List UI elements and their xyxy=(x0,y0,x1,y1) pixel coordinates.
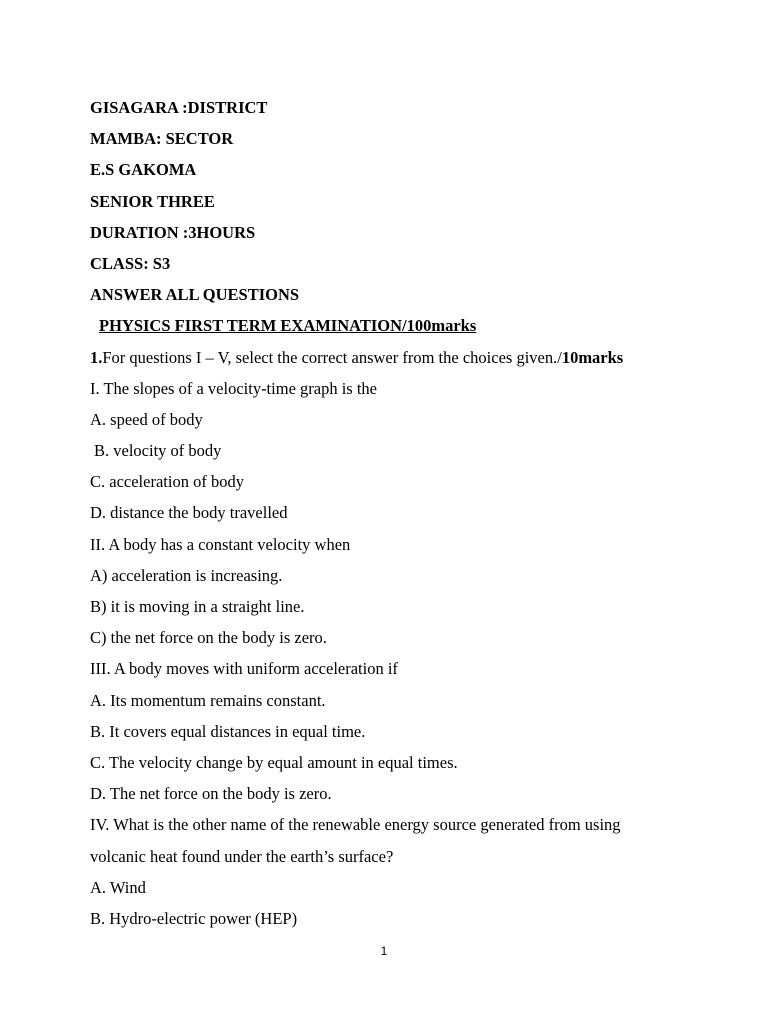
section1-instruction xyxy=(90,342,690,373)
district-line: GISAGARA :DISTRICT xyxy=(90,98,268,117)
section1-marks: 10marks xyxy=(561,347,624,367)
section1-text: For questions I – V, select the correct answer from the choices given./ xyxy=(102,347,562,367)
question-2-option-c: C) the net force on the body is zero. xyxy=(90,628,327,648)
question-2-option-a: A) acceleration is increasing. xyxy=(90,565,283,585)
question-3-option-b: B. It covers equal distances in equal time. xyxy=(90,721,366,741)
question-4-stem-line2: volcanic heat found under the earth’s surface? xyxy=(90,846,394,866)
question-1-option-a: A. speed of body xyxy=(90,409,203,429)
page-content xyxy=(90,92,690,934)
question-3-stem: III. A body moves with uniform acceleration if xyxy=(90,659,398,679)
question-1-option-c: C. acceleration of body xyxy=(90,472,244,492)
question-1-option-b: B. velocity of body xyxy=(94,441,222,461)
question-4-stem-line1: IV. What is the other name of the renewable energy source generated from using xyxy=(90,815,621,835)
question-1-option-d: D. distance the body travelled xyxy=(90,503,288,523)
question-3-option-c: C. The velocity change by equal amount in equal times. xyxy=(90,752,458,772)
duration-line: DURATION :3HOURS xyxy=(90,222,256,242)
level-line: SENIOR THREE xyxy=(90,191,215,211)
question-4-option-a: A. Wind xyxy=(90,877,146,897)
page-number: 1 xyxy=(380,944,388,958)
sector-line: MAMBA: SECTOR xyxy=(90,129,234,149)
question-1-stem: I. The slopes of a velocity-time graph is the xyxy=(90,378,377,398)
class-line: CLASS: S3 xyxy=(90,253,171,273)
section1-number: 1. xyxy=(90,347,103,367)
question-2-option-b: B) it is moving in a straight line. xyxy=(90,597,305,616)
instruction-line: ANSWER ALL QUESTIONS xyxy=(90,285,300,305)
question-4-option-b: B. Hydro-electric power (HEP) xyxy=(90,908,298,928)
question-3-option-a: A. Its momentum remains constant. xyxy=(90,690,326,710)
question-2-stem: II. A body has a constant velocity when xyxy=(90,534,351,554)
exam-title: PHYSICS FIRST TERM EXAMINATION/100marks xyxy=(99,316,477,336)
school-line: E.S GAKOMA xyxy=(90,160,197,180)
question-3-option-d: D. The net force on the body is zero. xyxy=(90,784,332,804)
